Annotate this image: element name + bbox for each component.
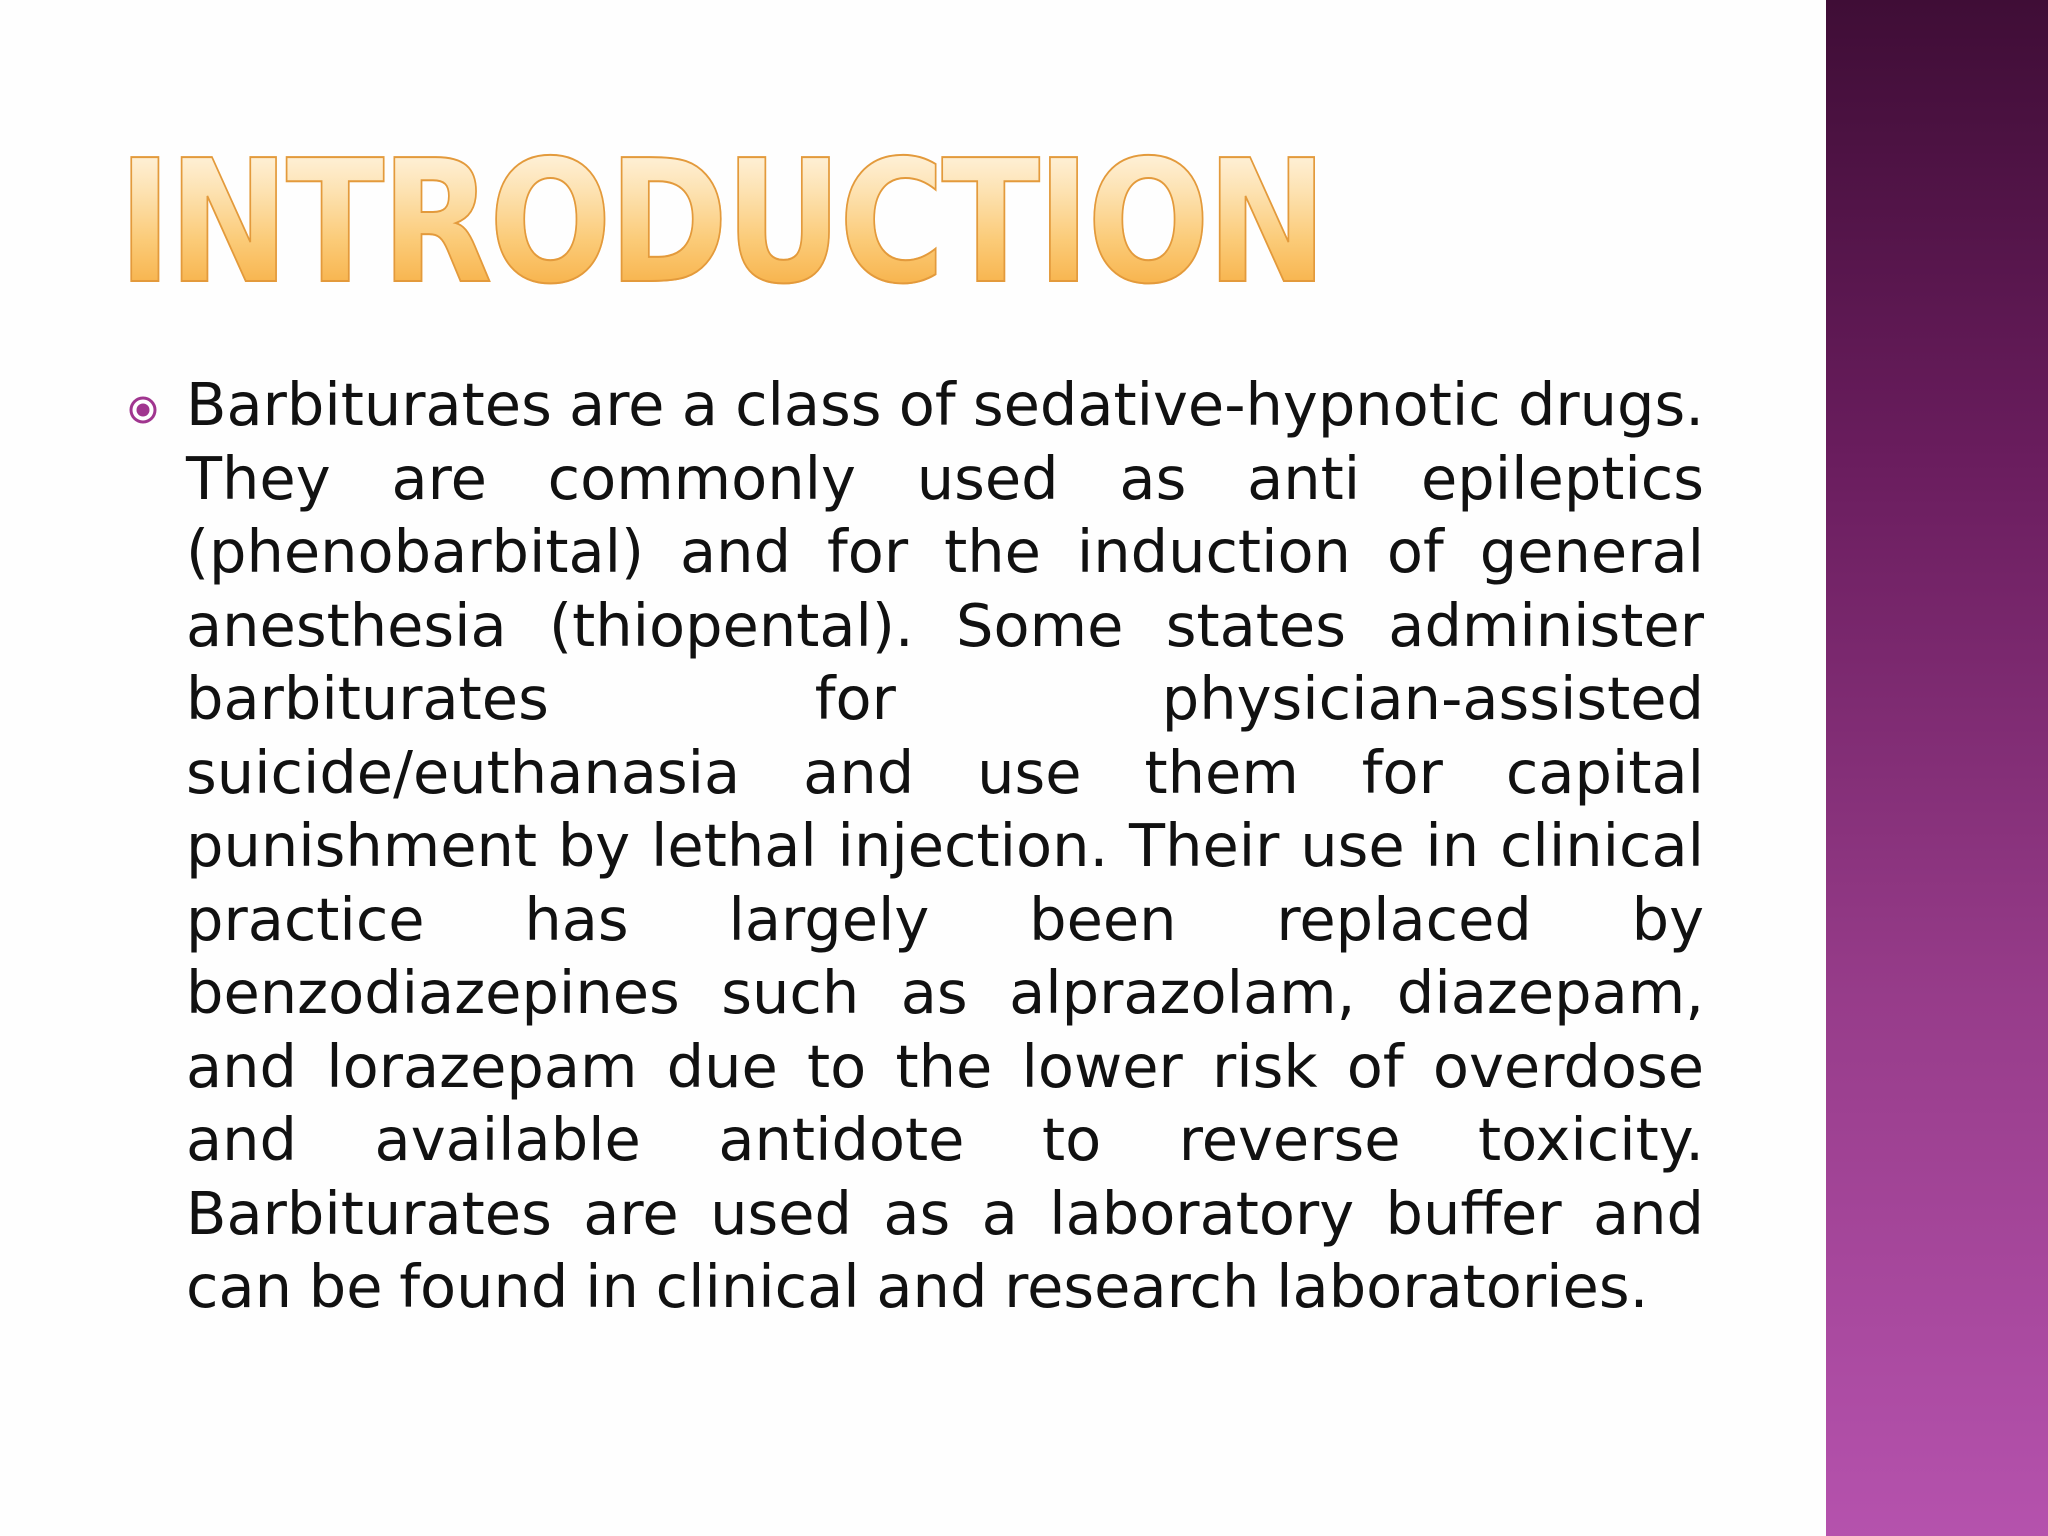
- slide-title: INTRODUCTION: [118, 124, 1325, 322]
- bullet-list: [128, 368, 1704, 1324]
- bullet-item: [128, 368, 1704, 1324]
- bullet-text: Barbiturates are a class of sedative-hypnotic drugs. They are commonly used as anti epileptics (phenobarbital) and for the induction of general anesthesia (thiopental). Some states administer barbiturates for physician-assisted suicide/euthanasia and use them for capital punishment by lethal injection. Their use in clinical practice has largely been replaced by benzodiazepines such as alprazolam, diazepam, and lorazepam due to the lower risk of overdose and available antidote to reverse toxicity. Barbiturates are used as a laboratory buffer and can be found in clinical and research laboratories.: [186, 370, 1704, 1321]
- circled-dot-bullet-icon: [128, 395, 158, 425]
- decorative-side-band: [1826, 0, 2048, 1536]
